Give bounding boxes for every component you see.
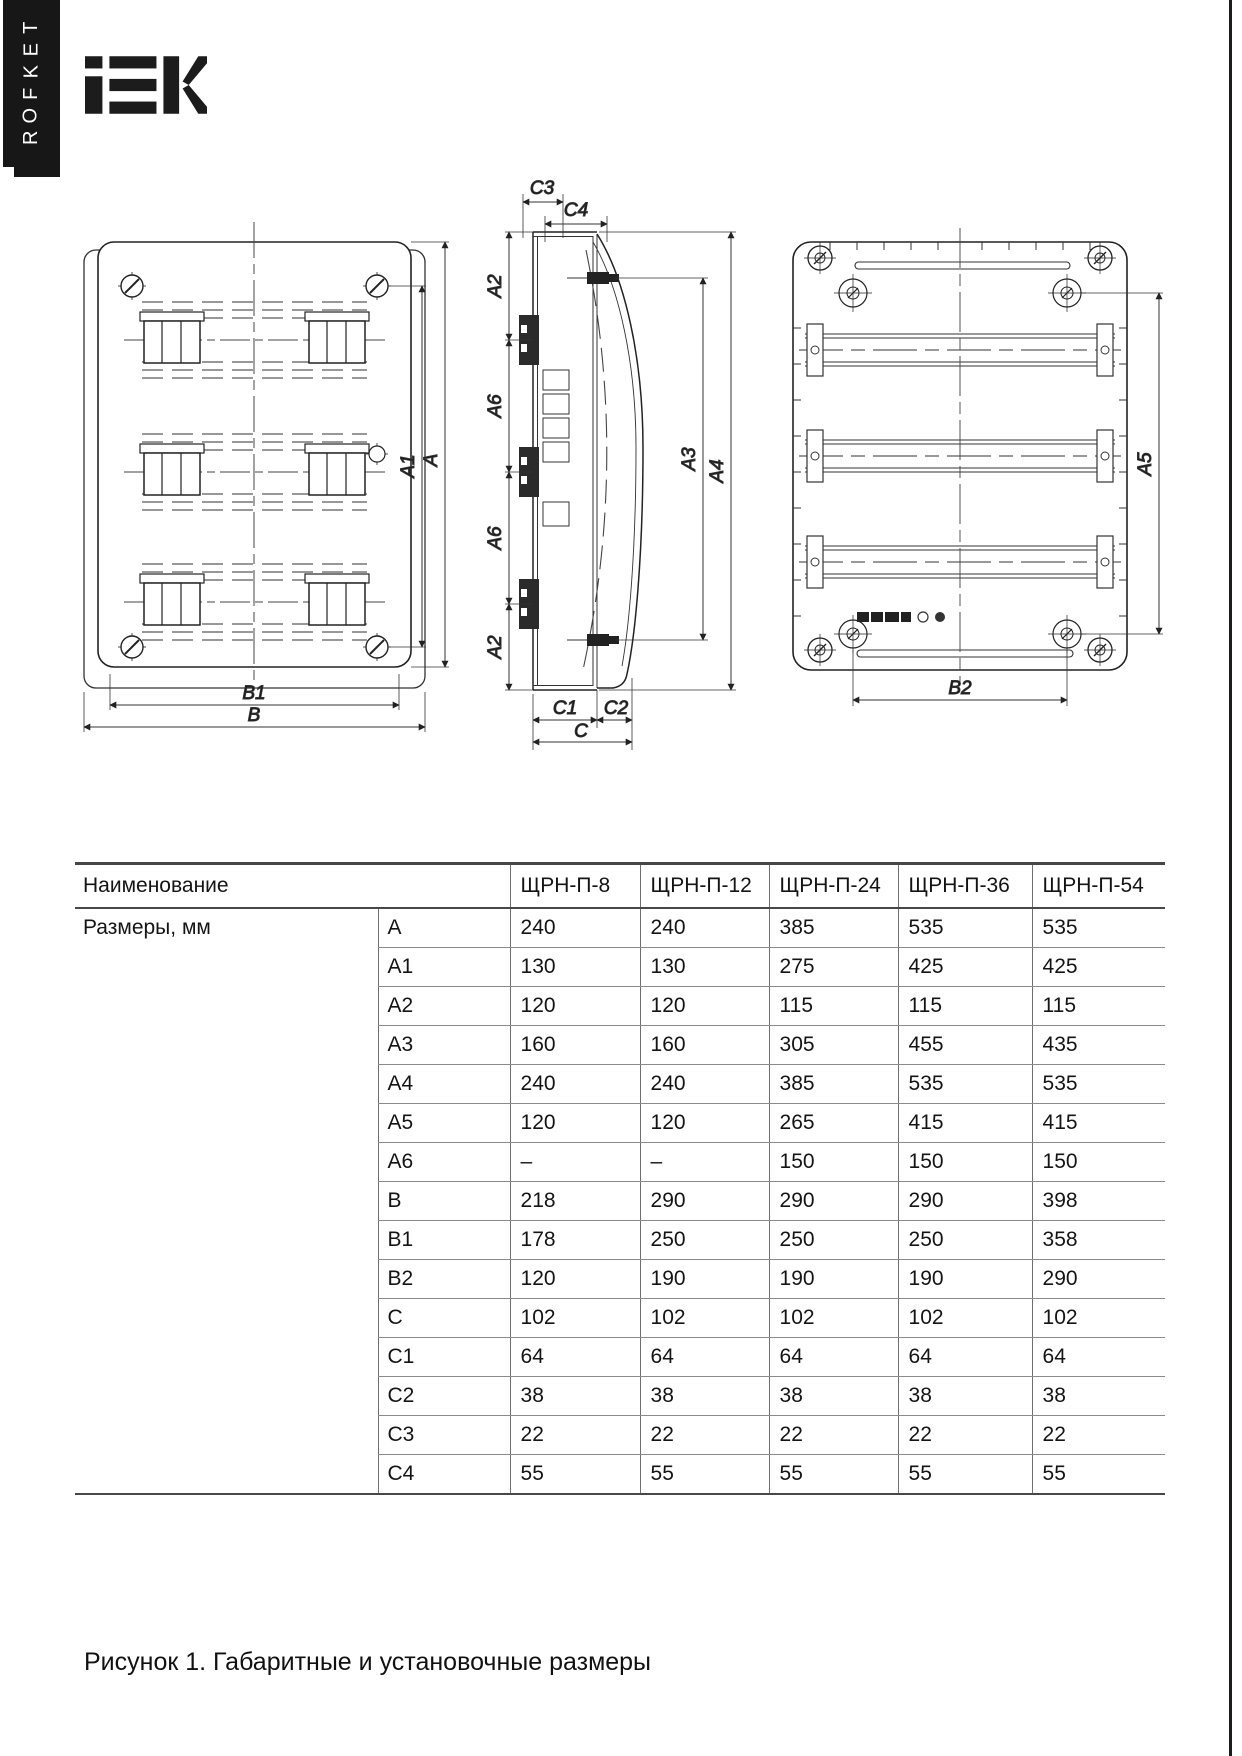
dimension-value: 55 [1032, 1455, 1165, 1495]
dimension-value: 160 [510, 1026, 640, 1065]
dimension-letter: A6 [378, 1143, 510, 1182]
dimension-value: 102 [769, 1299, 898, 1338]
row-group-label: Размеры, мм [75, 908, 378, 1494]
sidebar-notch [3, 167, 14, 177]
dimension-value: 55 [640, 1455, 769, 1495]
dim-label-a: A [421, 453, 442, 467]
dimension-letter: A1 [378, 948, 510, 987]
dim-label-a4: A4 [707, 459, 728, 483]
dimension-value: 160 [640, 1026, 769, 1065]
dimension-value: 130 [510, 948, 640, 987]
dim-label-c3: C3 [529, 178, 555, 199]
header-model-shchrn-p-36: ЩРН-П-36 [898, 864, 1032, 909]
dimension-value: 115 [769, 987, 898, 1026]
dimension-value: 102 [1032, 1299, 1165, 1338]
dim-label-a6-top: A6 [485, 394, 506, 418]
logo-i-body [85, 76, 102, 113]
dimension-letter: C1 [378, 1338, 510, 1377]
dimension-value: 102 [640, 1299, 769, 1338]
dimension-value: 22 [640, 1416, 769, 1455]
dim-label-b1: B1 [242, 683, 266, 704]
header-model-shchrn-p-12: ЩРН-П-12 [640, 864, 769, 909]
dimension-value: 275 [769, 948, 898, 987]
dim-label-b2: B2 [948, 678, 972, 699]
logo-k-spine [163, 56, 179, 114]
dimension-value: 305 [769, 1026, 898, 1065]
dimension-value: 415 [1032, 1104, 1165, 1143]
header-model-shchrn-p-24: ЩРН-П-24 [769, 864, 898, 909]
dimension-letter: B [378, 1182, 510, 1221]
dimension-value: 38 [769, 1377, 898, 1416]
dimension-value: 38 [640, 1377, 769, 1416]
table-header-row [75, 864, 1165, 909]
logo-k-upper [183, 56, 207, 85]
dimension-value: 290 [640, 1182, 769, 1221]
logo-e-bar [109, 79, 156, 91]
dimension-letter: B1 [378, 1221, 510, 1260]
dimension-value: 115 [898, 987, 1032, 1026]
dimension-value: 535 [898, 1065, 1032, 1104]
mount-slot-top [855, 262, 1070, 269]
dimension-value: 64 [1032, 1338, 1165, 1377]
mount-slot-bottom [857, 650, 1073, 657]
dimension-letter: C [378, 1299, 510, 1338]
sidebar-letter: T [20, 20, 42, 34]
dimension-value: 415 [898, 1104, 1032, 1143]
dimension-value: 218 [510, 1182, 640, 1221]
dimension-letter: A3 [378, 1026, 510, 1065]
dimension-value: 64 [510, 1338, 640, 1377]
header-model-shchrn-p-8: ЩРН-П-8 [510, 864, 640, 909]
dimension-value: 150 [1032, 1143, 1165, 1182]
dimension-value: 120 [510, 1104, 640, 1143]
iek-logo [85, 56, 207, 114]
dim-label-a6-bottom: A6 [485, 526, 506, 550]
dimension-letter: A4 [378, 1065, 510, 1104]
dimension-value: 38 [510, 1377, 640, 1416]
marking-icons [857, 612, 945, 622]
page-edge-line [1229, 0, 1232, 1756]
sidebar-vertical-text [3, 16, 60, 148]
dimension-value: 38 [1032, 1377, 1165, 1416]
dimension-value: 120 [510, 1260, 640, 1299]
front-view-drawing [70, 198, 455, 748]
dim-label-a2-top: A2 [485, 274, 506, 298]
dimension-value: 240 [510, 1065, 640, 1104]
dimension-value: 398 [1032, 1182, 1165, 1221]
sidebar-letter: K [20, 64, 42, 78]
dimension-value: 22 [510, 1416, 640, 1455]
dimension-value: 290 [769, 1182, 898, 1221]
dimension-value: – [510, 1143, 640, 1182]
hinge-bolt-icon [587, 272, 619, 646]
dimensions-tbody [75, 908, 1165, 1494]
dim-label-c4: C4 [563, 200, 589, 221]
logo-e-bar [109, 102, 156, 114]
dimension-value: 150 [769, 1143, 898, 1182]
dimension-value: 190 [898, 1260, 1032, 1299]
dimension-value: 22 [769, 1416, 898, 1455]
dimension-value: 265 [769, 1104, 898, 1143]
dimension-value: 535 [1032, 1065, 1165, 1104]
logo-i-dot [85, 56, 102, 68]
dim-label-b: B [247, 705, 261, 726]
dim-label-a3: A3 [679, 447, 700, 471]
dimension-value: 130 [640, 948, 769, 987]
sidebar-letter: O [20, 106, 42, 124]
dimension-value: 22 [898, 1416, 1032, 1455]
logo-e-bar [109, 56, 156, 68]
dimension-letter: A [378, 908, 510, 948]
dimension-value: 55 [510, 1455, 640, 1495]
dimension-value: 150 [898, 1143, 1032, 1182]
dimension-value: 240 [640, 908, 769, 948]
dimension-value: 385 [769, 908, 898, 948]
dimension-letter: C2 [378, 1377, 510, 1416]
side-door-outline [583, 234, 643, 688]
dimension-letter: C3 [378, 1416, 510, 1455]
dimension-value: 120 [640, 1104, 769, 1143]
dimension-value: 385 [769, 1065, 898, 1104]
dimension-value: 102 [510, 1299, 640, 1338]
dimension-letter: A2 [378, 987, 510, 1026]
dimension-value: 55 [769, 1455, 898, 1495]
dim-label-a2-bottom: A2 [485, 635, 506, 659]
dimension-letter: B2 [378, 1260, 510, 1299]
dim-label-a5: A5 [1135, 452, 1156, 476]
table-row [75, 908, 1165, 948]
side-view-drawing [475, 158, 750, 768]
dimension-value: 102 [898, 1299, 1032, 1338]
dimension-value: 64 [769, 1338, 898, 1377]
dimension-value: 178 [510, 1221, 640, 1260]
dimension-value: 250 [898, 1221, 1032, 1260]
dim-label-c: C [574, 721, 588, 742]
dimension-value: 120 [510, 987, 640, 1026]
dimension-value: 358 [1032, 1221, 1165, 1260]
dimension-value: 290 [1032, 1260, 1165, 1299]
header-name: Наименование [75, 864, 510, 909]
dimension-letter: A5 [378, 1104, 510, 1143]
header-model-shchrn-p-54: ЩРН-П-54 [1032, 864, 1165, 909]
dimension-value: 64 [640, 1338, 769, 1377]
dimension-value: 22 [1032, 1416, 1165, 1455]
dim-label-a1: A1 [398, 454, 419, 478]
dimension-letter: C4 [378, 1455, 510, 1495]
dimension-value: 455 [898, 1026, 1032, 1065]
dimension-value: 435 [1032, 1026, 1165, 1065]
sidebar-letter: R [19, 129, 42, 145]
dimension-value: 250 [769, 1221, 898, 1260]
sidebar-letter: F [20, 86, 42, 100]
dimension-value: 190 [769, 1260, 898, 1299]
dimension-value: 290 [898, 1182, 1032, 1221]
dimension-value: 120 [640, 987, 769, 1026]
dim-label-c1: C1 [552, 698, 578, 719]
dimension-value: 115 [1032, 987, 1165, 1026]
dimension-value: 240 [510, 908, 640, 948]
dimension-value: 240 [640, 1065, 769, 1104]
dim-label-c2: C2 [603, 698, 629, 719]
figure-caption: Рисунок 1. Габаритные и установочные размеры [84, 1648, 652, 1676]
rear-view-drawing [735, 198, 1185, 728]
dimension-value: 190 [640, 1260, 769, 1299]
dimension-value: 64 [898, 1338, 1032, 1377]
dimension-value: 535 [1032, 908, 1165, 948]
dimension-value: 425 [1032, 948, 1165, 987]
dimension-value: 535 [898, 908, 1032, 948]
wire-comb [543, 370, 569, 526]
dimension-value: 38 [898, 1377, 1032, 1416]
dimension-value: 425 [898, 948, 1032, 987]
dimension-value: 250 [640, 1221, 769, 1260]
dimensions-table [75, 862, 1165, 1495]
dimension-value: 55 [898, 1455, 1032, 1495]
logo-k-lower [183, 85, 207, 114]
sidebar-letter: E [20, 42, 42, 56]
dimension-value: – [640, 1143, 769, 1182]
